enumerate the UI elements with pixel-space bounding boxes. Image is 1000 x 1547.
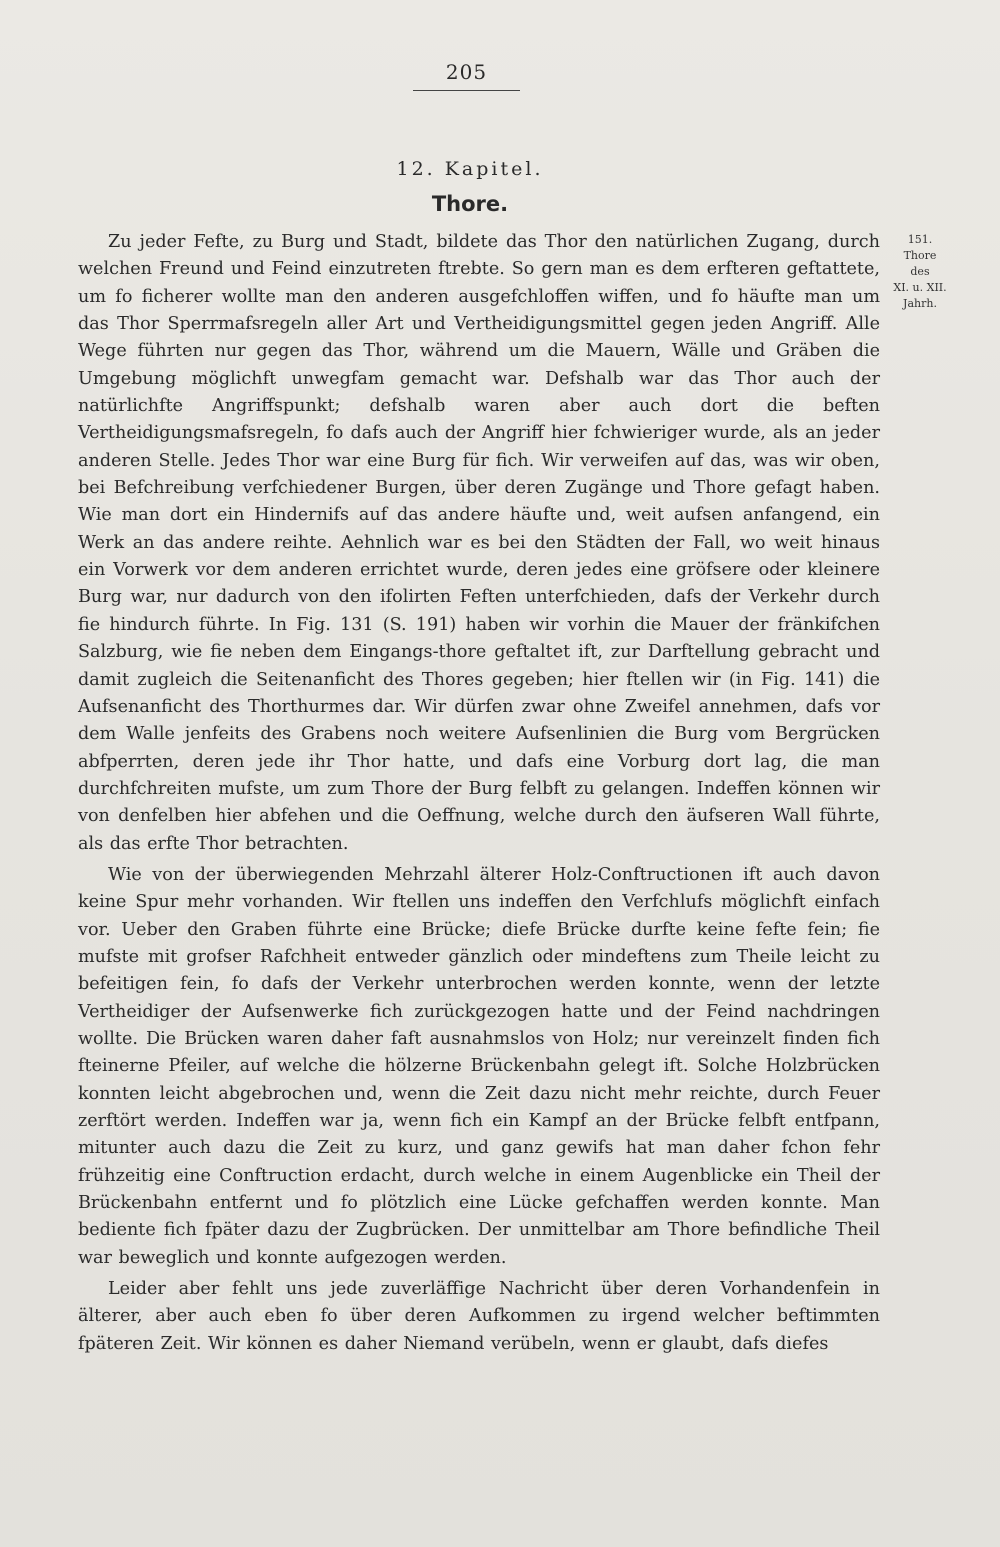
margin-note-number: 151.: [907, 233, 933, 246]
chapter-title: Thore.: [431, 192, 509, 216]
margin-note-line: Thore: [903, 249, 937, 262]
margin-note-line: des: [910, 265, 930, 278]
paragraph: Leider aber fehlt uns jede zuverläffige Nachricht über deren Vorhandenfein in älterer, aber auch eben fo über deren Aufkommen zu irgend welcher beftimmten fpäteren Zeit. Wir können es daher Niemand verübeln, wenn er glaubt, dafs diefes: [78, 1279, 880, 1354]
margin-note-line: Jahrh.: [903, 297, 937, 310]
paragraph: Zu jeder Fefte, zu Burg und Stadt, bildete das Thor den natürlichen Zugang, durch welchen Freund und Feind einzutreten ftrebte. So gern man es dem erfteren geftattete, um fo ficherer wollte man den anderen ausgefchloffen wiffen, und fo häufte man um das Thor Sperrmafsregeln aller Art und Vertheidigungsmittel gegen jeden Angriff. Alle Wege führten nur gegen das Thor, während um die Mauern, Wälle und Gräben die Umgebung möglichft unwegfam gemacht war. Defshalb war das Thor auch der natürlichfte Angriffspunkt; defshalb waren aber auch dort die beften Vertheidigungsmafsregeln, fo dafs auch der Angriff hier fchwieriger wurde, als an jeder anderen Stelle. Jedes Thor war eine Burg für fich. Wir verweifen auf das, was wir oben, bei Befchreibung verfchiedener Burgen, über deren Zugänge und Thore gefagt haben. Wie man dort ein Hindernifs auf das andere häufte und, weit aufsen anfangend, ein Werk an das andere reihte. Aehnlich war es bei den Städten der Fall, wo weit hinaus ein Vorwerk vor dem anderen errichtet wurde, deren jedes eine gröfsere oder kleinere Burg war, nur dadurch von den ifolirten Feften unterfchieden, dafs der Verkehr durch fie hindurch führte. In Fig. 131 (S. 191) haben wir vorhin die Mauer der fränkifchen Salzburg, wie fie neben dem Eingangs-thore geftaltet ift, zur Darftellung gebracht und damit zugleich die Seitenanficht des Thores gegeben; hier ftellen wir (in Fig. 141) die Aufsenanficht des Thorthurmes dar. Wir dürfen zwar ohne Zweifel annehmen, dafs vor dem Walle jenfeits des Grabens noch weitere Aufsenlinien die Burg vom Bergrücken abfperrten, deren jede ihr Thor hatte, und dafs eine Vorburg dort lag, die man durchfchreiten mufste, um zum Thore der Burg felbft zu gelangen. Indeffen können wir von denfelben hier abfehen und die Oeffnung, welche durch den äufseren Wall führte, als das erfte Thor betrachten.: [78, 232, 880, 854]
paragraph: Wie von der überwiegenden Mehrzahl älterer Holz-Conftructionen ift auch davon keine Spur mehr vorhanden. Wir ftellen uns indeffen den Verfchlufs möglichft einfach vor. Ueber den Graben führte eine Brücke; diefe Brücke durfte keine fefte fein; fie mufste mit grofser Rafchheit entweder gänzlich oder mindeftens zum Theile leicht zu befeitigen fein, fo dafs der Verkehr unterbrochen werden konnte, wenn der letzte Vertheidiger der Aufsenwerke fich zurückgezogen hatte und der Feind nachdringen wollte. Die Brücken waren daher faft ausnahmslos von Holz; nur vereinzelt finden fich fteinerne Pfeiler, auf welche die hölzerne Brückenbahn gelegt ift. Solche Holzbrücken konnten leicht abgebrochen und, wenn die Zeit dazu nicht mehr reichte, durch Feuer zerftört werden. Indeffen war ja, wenn fich ein Kampf an der Brücke felbft entfpann, mitunter auch dazu die Zeit zu kurz, und ganz gewifs hat man daher fchon fehr frühzeitig eine Conftruction erdacht, durch welche in einem Augenblicke ein Theil der Brückenbahn entfernt und fo plötzlich eine Lücke gefchaffen werden konnte. Man bediente fich fpäter dazu der Zugbrücken. Der unmittelbar am Thore befindliche Theil war beweglich und konnte aufgezogen werden.: [78, 864, 880, 1268]
page-number: 205: [413, 60, 520, 91]
margin-note-line: XI. u. XII.: [893, 281, 947, 294]
body-text: [78, 229, 880, 1358]
chapter-label: 12. Kapitel.: [396, 158, 544, 180]
margin-note: [880, 232, 960, 312]
